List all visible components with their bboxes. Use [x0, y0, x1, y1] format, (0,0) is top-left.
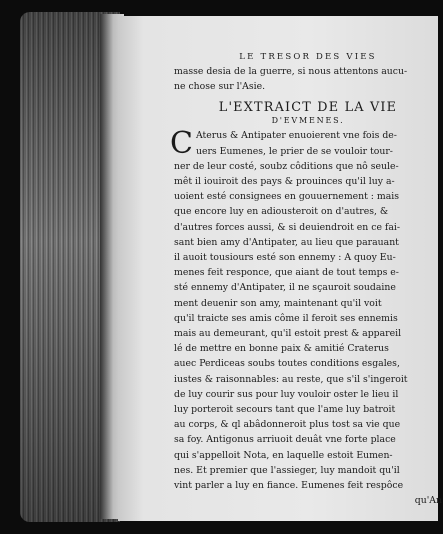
body-line: vint parler a luy en fiance. Eumenes feit respôce	[174, 480, 404, 492]
drop-cap: C	[170, 126, 193, 162]
body-line: sa foy. Antigonus arriuoit deuât vne forte place	[174, 434, 396, 446]
body-line: qu'il traicte ses amis côme il feroit ses ennemis	[174, 312, 398, 324]
body-line: Aterus & Antipater enuoierent vne fois de-	[196, 130, 397, 142]
body-line: au corps, & ql abâdonneroit plus tost sa vie que	[174, 419, 401, 431]
body-line: luy porteroit secours tant que l'ame luy batroit	[174, 404, 396, 416]
body-line: que encore luy en adiousteroit on d'autres, &	[174, 206, 389, 218]
body-line: ner de leur costé, soubz côditions que nô seule-	[174, 160, 399, 172]
body-text	[170, 126, 442, 508]
body-line: d'autres forces aussi, & si deuiendroit en ce fai-	[174, 221, 401, 233]
body-line: lé de mettre en bonne paix & amitié Craterus	[174, 343, 389, 355]
body-line: sté ennemy d'Antipater, il ne sçauroit soudaine	[174, 282, 396, 294]
intro-line: masse desia de la guerre, si nous attentons aucu-	[174, 66, 408, 77]
body-line: mêt il iouiroit des pays & prouinces qu'il luy a-	[174, 176, 395, 188]
body-line: menes feit responce, que aiant de tout temps e-	[174, 267, 399, 279]
chapter-subtitle: D'EVMENES.	[271, 116, 345, 126]
body-line: auec Perdiceas soubs toutes conditions esgales,	[174, 358, 400, 370]
page-text	[170, 52, 442, 508]
body-line: qui s'appelloit Nota, en laquelle estoit Eumen-	[174, 449, 393, 461]
running-head: LE TRESOR DES VIES	[239, 52, 377, 62]
body-line: sant bien amy d'Antipater, au lieu que parauant	[174, 236, 399, 248]
body-line: il auoit tousiours esté son ennemy : A quoy Eu-	[174, 252, 396, 264]
catchword: qu'An	[414, 495, 442, 507]
body-line: de luy courir sus pour luy vouloir oster le lieu il	[174, 388, 399, 400]
intro-line: ne chose sur l'Asie.	[174, 81, 266, 93]
book-page	[118, 16, 442, 521]
body-line: iustes & raisonnables: au reste, que s'il s'ingeroit	[174, 373, 408, 385]
body-line: nes. Et premier que l'assieger, luy mandoit qu'il	[174, 464, 400, 476]
body-line: uers Eumenes, le prier de se vouloir tour-	[196, 145, 393, 157]
chapter-title: L'EXTRAICT DE LA VIE	[218, 100, 398, 116]
body-line: mais au demeurant, qu'il estoit prest & appareil	[174, 328, 402, 340]
body-line: ment deuenir son amy, maintenant qu'il voit	[174, 297, 382, 309]
body-line: uoient esté consignees en gouuernement : mais	[174, 191, 400, 203]
